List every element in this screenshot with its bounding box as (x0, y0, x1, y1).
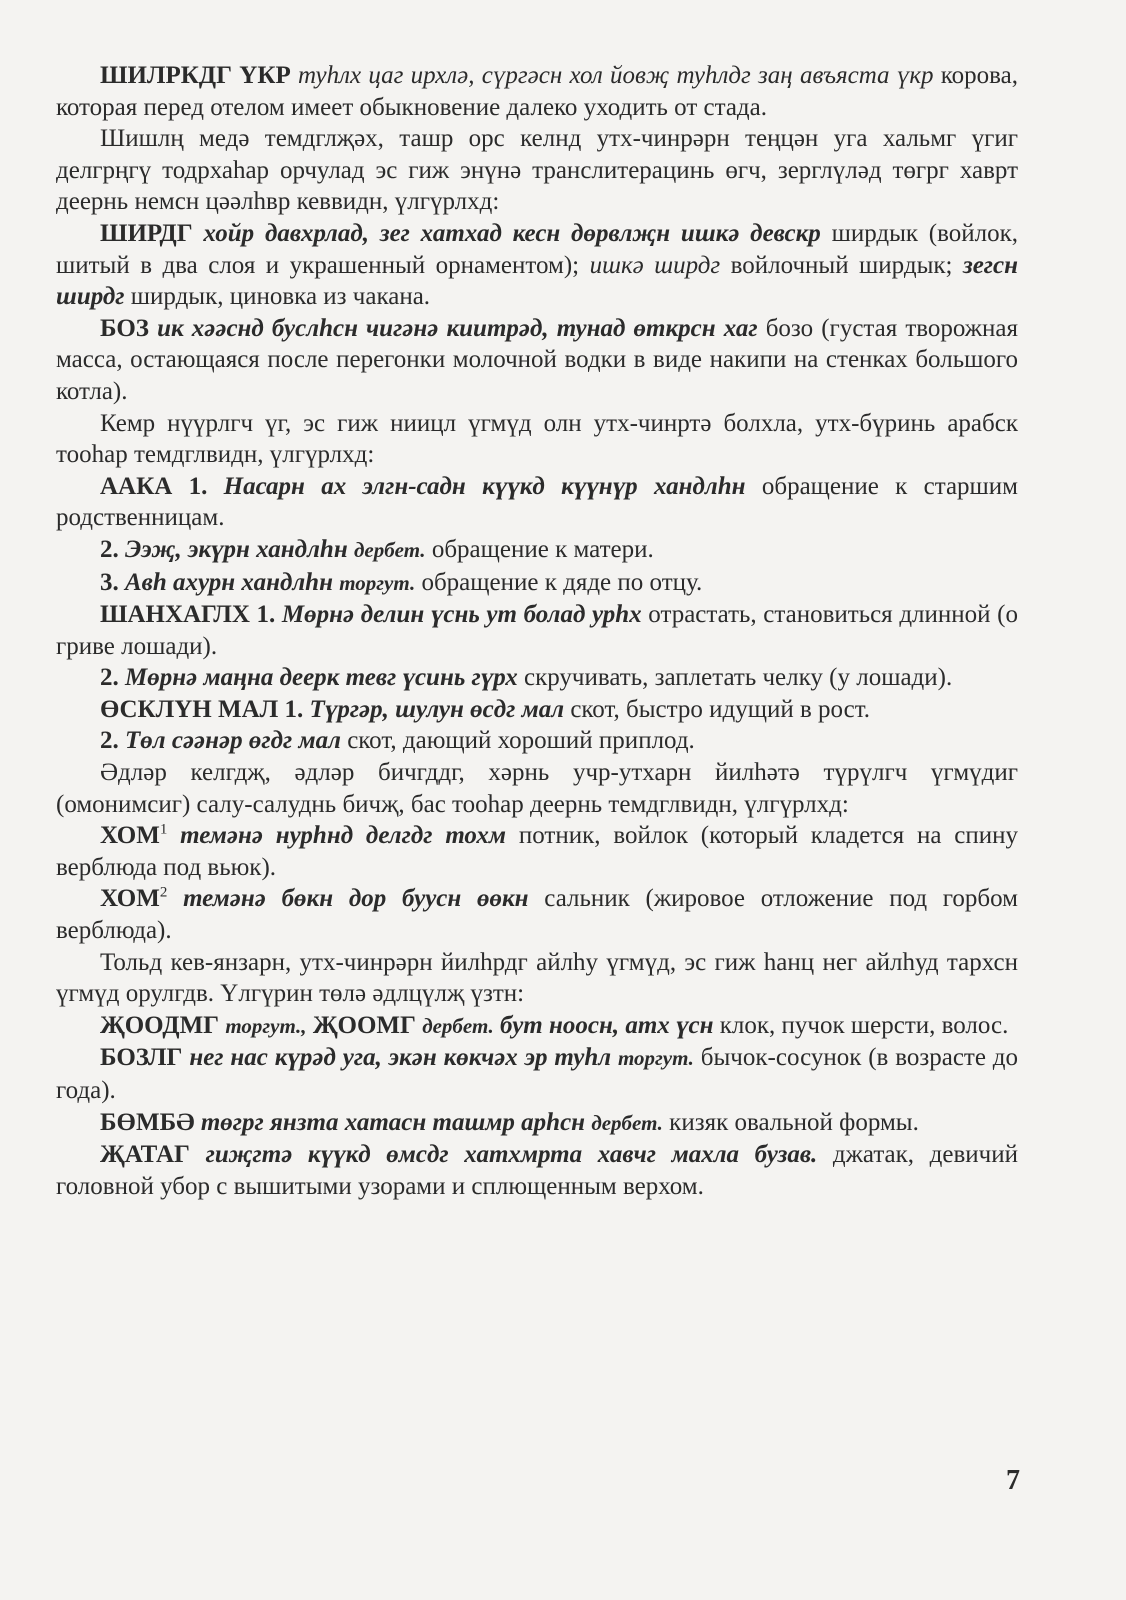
headword: БОЗ (100, 314, 149, 342)
dialect-label: дербет. (591, 1110, 663, 1135)
dialect-label: дербет. (353, 537, 426, 562)
definition-italic: ик хәәснд буслһсн чигәнә киитрәд, тунад өткрсн хаг (157, 314, 758, 342)
translation-text: отрастать, становиться длинной (о гриве лошади). (56, 601, 1018, 660)
dictionary-paragraph (56, 218, 1018, 313)
homonym-index: 1 (159, 821, 168, 838)
headword: ҖООДМГ (100, 1011, 220, 1039)
homonym-index: 2 (159, 885, 168, 902)
definition-italic: бут ноосн, атх үсн (500, 1011, 714, 1039)
dictionary-paragraph (56, 599, 1018, 662)
translation-text: Әдләр келгдҗ, әдләр бичгддг, хәрнь учр-утхарн йилһәтә түрүлгч үгмүдиг (омонимсиг) салу-салуднь бичҗ, бас тооһар деернь темдглвидн, үлгүрлхд: (56, 759, 1018, 818)
headword: ҖАТАГ (100, 1141, 190, 1169)
definition-italic: темәнә нурһнд делгдг тохм (180, 822, 507, 850)
definition-italic: Мөрнә делин үснь ут болад урһх (281, 601, 642, 629)
headword: ХОМ (100, 885, 160, 913)
space (167, 822, 180, 849)
dictionary-paragraph (56, 534, 1018, 567)
dictionary-paragraph (56, 694, 1018, 726)
dictionary-paragraph (56, 757, 1018, 820)
dialect-label: торгут. (617, 1046, 694, 1071)
definition-italic: Авһ ахурн хандлһн (125, 568, 333, 596)
headword: БӨМБӘ (100, 1108, 195, 1136)
dialect-label: торгут., (225, 1013, 307, 1038)
translation-text: кизяк овальной формы. (662, 1108, 919, 1136)
translation-text: ширдык (войлок, шитый в два слоя и украшенный орнаментом); (56, 219, 1019, 279)
headword: 2. (100, 535, 119, 563)
headword: БОЗЛГ (100, 1044, 183, 1072)
definition-italic: Мөрнә маңна деерк тевг үсинь гүрх (125, 664, 518, 692)
headword: ШИРДГ (100, 219, 193, 247)
translation-text: клок, пучок шерсти, волос. (713, 1011, 1009, 1039)
dictionary-paragraph (56, 408, 1018, 471)
definition-italic: гиҗгтә күүкд өмсдг хатхмрта хавчг махла бузав. (205, 1141, 818, 1169)
translation-text: сальник (жировое отложение под горбом верблюда). (56, 885, 1018, 945)
dictionary-paragraph (56, 947, 1018, 1010)
translation-text: ширдык, циновка из чакана. (124, 283, 431, 311)
definition-italic: Түргәр, шулун өсдг мал (309, 695, 565, 723)
definition-italic: ишкә ширдг (589, 251, 721, 279)
dictionary-paragraph (56, 471, 1018, 534)
dictionary-paragraph (56, 60, 1018, 123)
space (611, 1044, 618, 1071)
dictionary-paragraph (56, 567, 1018, 600)
page-number: 7 (1006, 1465, 1020, 1496)
space (190, 1141, 206, 1168)
space (207, 473, 223, 500)
translation-text: джатак, девичий головной убор с вышитыми узорами и сплющенным верхом. (56, 1141, 1018, 1200)
translation-text: обращение к старшим родственницам. (56, 472, 1018, 532)
translation-text: потник, войлок (который кладется на спину верблюда под вьюк). (56, 822, 1018, 881)
dictionary-paragraph (56, 123, 1018, 218)
space (149, 315, 157, 342)
headword: ШАНХАГЛХ 1. (100, 601, 276, 629)
dictionary-paragraph (56, 725, 1018, 757)
headword: ААКА 1. (100, 472, 208, 500)
dictionary-paragraph (56, 1107, 1018, 1140)
dictionary-paragraph (56, 883, 1018, 946)
translation-text: Кемр нүүрлгч үг, эс гиж ниицл үгмүд олн утх-чинртә болхла, утх-бүринь арабск тооһар темдглвидн, үлгүрлхд: (56, 409, 1018, 469)
definition-italic: темәнә бөкн дор буусн өөкн (183, 885, 529, 913)
headword: 3. (100, 568, 119, 596)
headword: ШИЛРКДГ ҮКР (100, 62, 291, 89)
dictionary-text (56, 60, 1018, 1202)
definition-italic: Төл сәәнәр өгдг мал (125, 727, 341, 755)
dictionary-paragraph (56, 1042, 1018, 1106)
definition-italic: туһлх цаг ирхлә, сүргәсн хол йовҗ туһлдг заң авъяста үкр (298, 62, 934, 89)
definition-italic: Насарн ах элгн-садн күүкд күүнүр хандлһн (223, 472, 746, 500)
translation-text: бозо (густая творожная масса, остающаяся после перегонки молочной водки в виде накипи на стенках большого котла). (56, 314, 1019, 405)
space (275, 601, 282, 628)
space (193, 220, 204, 247)
headword: ХОМ (100, 822, 160, 850)
translation-text: скручивать, заплетать челку (у лошади). (517, 664, 953, 692)
dictionary-paragraph (56, 820, 1018, 883)
translation-text: Тольд кев-янзарн, утх-чинрәрн йилһрдг айлһу үгмүд, эс гиж һанц нег айлһуд тархсн үгмүд орулгдв. Үлгүрин төлә әдлцүлҗ үзтн: (56, 948, 1018, 1008)
dictionary-paragraph (56, 1139, 1018, 1202)
definition-italic: зегсн ширдг (56, 251, 1018, 311)
translation-text: обращение к дяде по отцу. (415, 568, 703, 596)
dialect-label: дербет. (422, 1013, 494, 1038)
translation-text: Шишлң медә темдглҗәх, ташр орс келнд утх-чинрәрн теңцән уга хальмг үгиг делгрңгү тодрхаһар орчулад эс гиж энүнә транслитерацинь өгч, зерглүләд төгрг хаврт деернь немсн цәәлһвр кеввидн, үлгүрлхд: (56, 125, 1018, 216)
space (167, 885, 183, 912)
translation-text: скот, дающий хороший приплод. (340, 727, 695, 755)
definition-italic: Ээҗ, экүрн хандлһн (125, 535, 348, 563)
headword: ҖООМГ (312, 1011, 416, 1039)
translation-text: бычок-сосунок (в возрасте до года). (56, 1044, 1019, 1104)
definition-italic: төгрг янзта хатасн ташмр арһсн (200, 1108, 586, 1136)
headword: 2. (100, 727, 119, 755)
dictionary-paragraph (56, 662, 1018, 694)
definition-italic: хойр давхрлад, зег хатхад кесн дөрвлҗн ишкә девскр (203, 219, 821, 247)
translation-text: скот, быстро идущий в рост. (564, 695, 871, 723)
space (291, 62, 298, 89)
translation-text: обращение к матери. (425, 535, 654, 563)
headword: ӨСКЛҮН МАЛ 1. (100, 695, 304, 723)
definition-italic: нег нас күрәд уга, экән көкчәх эр туһл (189, 1044, 612, 1072)
headword: 2. (100, 664, 119, 692)
dialect-label: торгут. (339, 570, 416, 595)
dictionary-paragraph (56, 313, 1018, 408)
dictionary-paragraph (56, 1010, 1018, 1043)
translation-text: корова, которая перед отелом имеет обыкновение далеко уходить от стада. (56, 62, 1019, 121)
translation-text: войлочный ширдык; (720, 251, 963, 279)
